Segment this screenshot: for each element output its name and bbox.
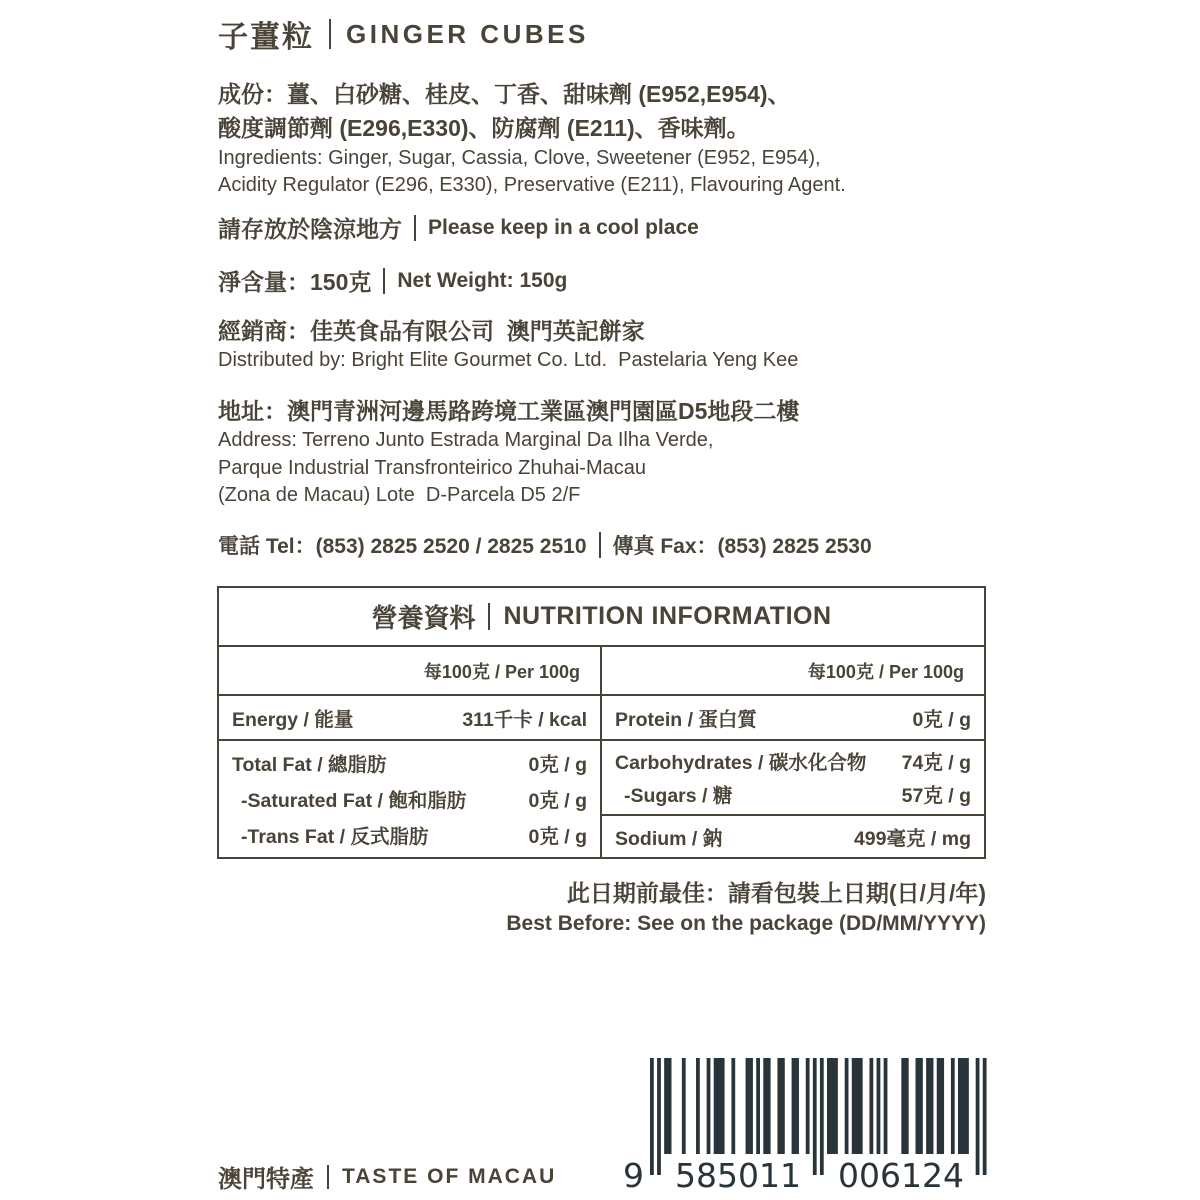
distributor-section: [218, 316, 798, 374]
distributor-zh: 經銷商：佳英食品有限公司 澳門英記餅家: [218, 318, 645, 344]
title-divider: [329, 19, 331, 49]
fat-group: [219, 741, 600, 857]
barcode-lead-digit: 9: [623, 1156, 644, 1194]
nutrition-columns: [219, 647, 984, 857]
nutrition-header-en: NUTRITION INFORMATION: [503, 602, 832, 630]
nutrition-column-left: [219, 647, 602, 857]
carbohydrates-value: 74克 / g: [901, 751, 971, 774]
best-before-zh: 此日期前最佳：請看包裝上日期(日/月/年): [566, 880, 986, 906]
address-section: [218, 396, 799, 510]
nutrition-column-right: [602, 647, 984, 857]
storage-instruction: [218, 211, 699, 244]
fax-number: 傳真 Fax：(853) 2825 2530: [612, 535, 872, 558]
carbohydrate-group: [602, 741, 984, 816]
net-weight-en: Net Weight: 150g: [397, 268, 568, 292]
product-title-en: GINGER CUBES: [346, 18, 589, 49]
storage-zh: 請存放於陰涼地方: [218, 216, 402, 242]
address-en-line1: Address: Terreno Junto Estrada Marginal Da Ilha Verde,: [218, 429, 714, 451]
net-weight: [218, 264, 567, 297]
net-weight-divider: [383, 268, 385, 294]
nutrition-header-divider: [488, 603, 490, 630]
ingredients-zh-line1: 成份：薑、白砂糖、桂皮、丁香、甜味劑 (E952,E954)、: [218, 81, 791, 107]
ingredients-en-line2: Acidity Regulator (E296, E330), Preservative (E211), Flavouring Agent.: [218, 174, 846, 196]
sodium-row: [602, 816, 984, 857]
ingredients-section: [218, 77, 846, 199]
sugars-row: [602, 780, 984, 808]
total-fat-label: Total Fat / 總脂肪: [232, 754, 387, 776]
carbohydrates-row: [602, 747, 984, 775]
protein-row: [602, 696, 984, 741]
nutrition-header-zh: 營養資料: [371, 603, 476, 633]
energy-label: Energy / 能量: [232, 708, 354, 731]
ingredients-zh-line2: 酸度調節劑 (E296,E330)、防腐劑 (E211)、香味劑。: [218, 115, 750, 141]
carbohydrates-label: Carbohydrates / 碳水化合物: [615, 751, 867, 774]
ean13-barcode: [606, 1058, 1006, 1199]
barcode-group2-digits: 006124: [838, 1156, 964, 1194]
storage-en: Please keep in a cool place: [428, 215, 699, 239]
distributor-en: Distributed by: Bright Elite Gourmet Co. Ltd. Pastelaria Yeng Kee: [218, 349, 799, 371]
footer-zh: 澳門特產: [218, 1166, 314, 1193]
energy-row: [219, 696, 600, 741]
contact-divider: [599, 532, 601, 558]
product-title: [218, 12, 589, 56]
sugars-value: 57克 / g: [901, 785, 971, 808]
saturated-fat-label: -Saturated Fat / 飽和脂肪: [241, 790, 467, 812]
protein-value: 0克 / g: [912, 708, 971, 731]
per-100g-left: 每100克 / Per 100g: [219, 647, 600, 696]
footer-en: TASTE OF MACAU: [342, 1164, 557, 1188]
barcode-group1-digits: 585011: [675, 1156, 801, 1194]
address-en-line2: Parque Industrial Transfronteirico Zhuhai-Macau: [218, 456, 646, 479]
best-before-section: [506, 877, 986, 939]
total-fat-value: 0克 / g: [528, 754, 587, 776]
saturated-fat-row: [219, 785, 600, 813]
energy-value: 311千卡 / kcal: [462, 708, 587, 731]
total-fat-row: [219, 749, 600, 777]
address-en-line3: (Zona de Macau) Lote D-Parcela D5 2/F: [218, 484, 581, 506]
net-weight-zh: 淨含量：150克: [218, 269, 372, 295]
sodium-value: 499毫克 / mg: [853, 827, 971, 850]
product-title-zh: 子薑粒: [218, 21, 314, 54]
contact-line: [218, 530, 872, 560]
nutrition-table: [217, 586, 986, 859]
per-100g-right: 每100克 / Per 100g: [602, 647, 984, 696]
footer-tagline: [218, 1159, 556, 1194]
storage-divider: [414, 215, 416, 241]
telephone-number: 電話 Tel：(853) 2825 2520 / 2825 2510: [218, 535, 587, 558]
sodium-label: Sodium / 鈉: [615, 827, 723, 850]
best-before-en: Best Before: See on the package (DD/MM/YYYY): [506, 912, 986, 935]
barcode-graphic: [606, 1058, 1006, 1194]
sugars-label: -Sugars / 糖: [624, 785, 733, 808]
nutrition-table-header: [219, 588, 984, 647]
trans-fat-row: [219, 821, 600, 849]
trans-fat-label: -Trans Fat / 反式脂肪: [241, 826, 429, 848]
footer-divider: [327, 1165, 329, 1189]
saturated-fat-value: 0克 / g: [528, 790, 587, 812]
protein-label: Protein / 蛋白質: [615, 708, 757, 731]
address-zh: 地址：澳門青洲河邊馬路跨境工業區澳門園區D5地段二樓: [218, 398, 800, 424]
ingredients-en-line1: Ingredients: Ginger, Sugar, Cassia, Clove, Sweetener (E952, E954),: [218, 147, 821, 169]
trans-fat-value: 0克 / g: [528, 826, 587, 848]
